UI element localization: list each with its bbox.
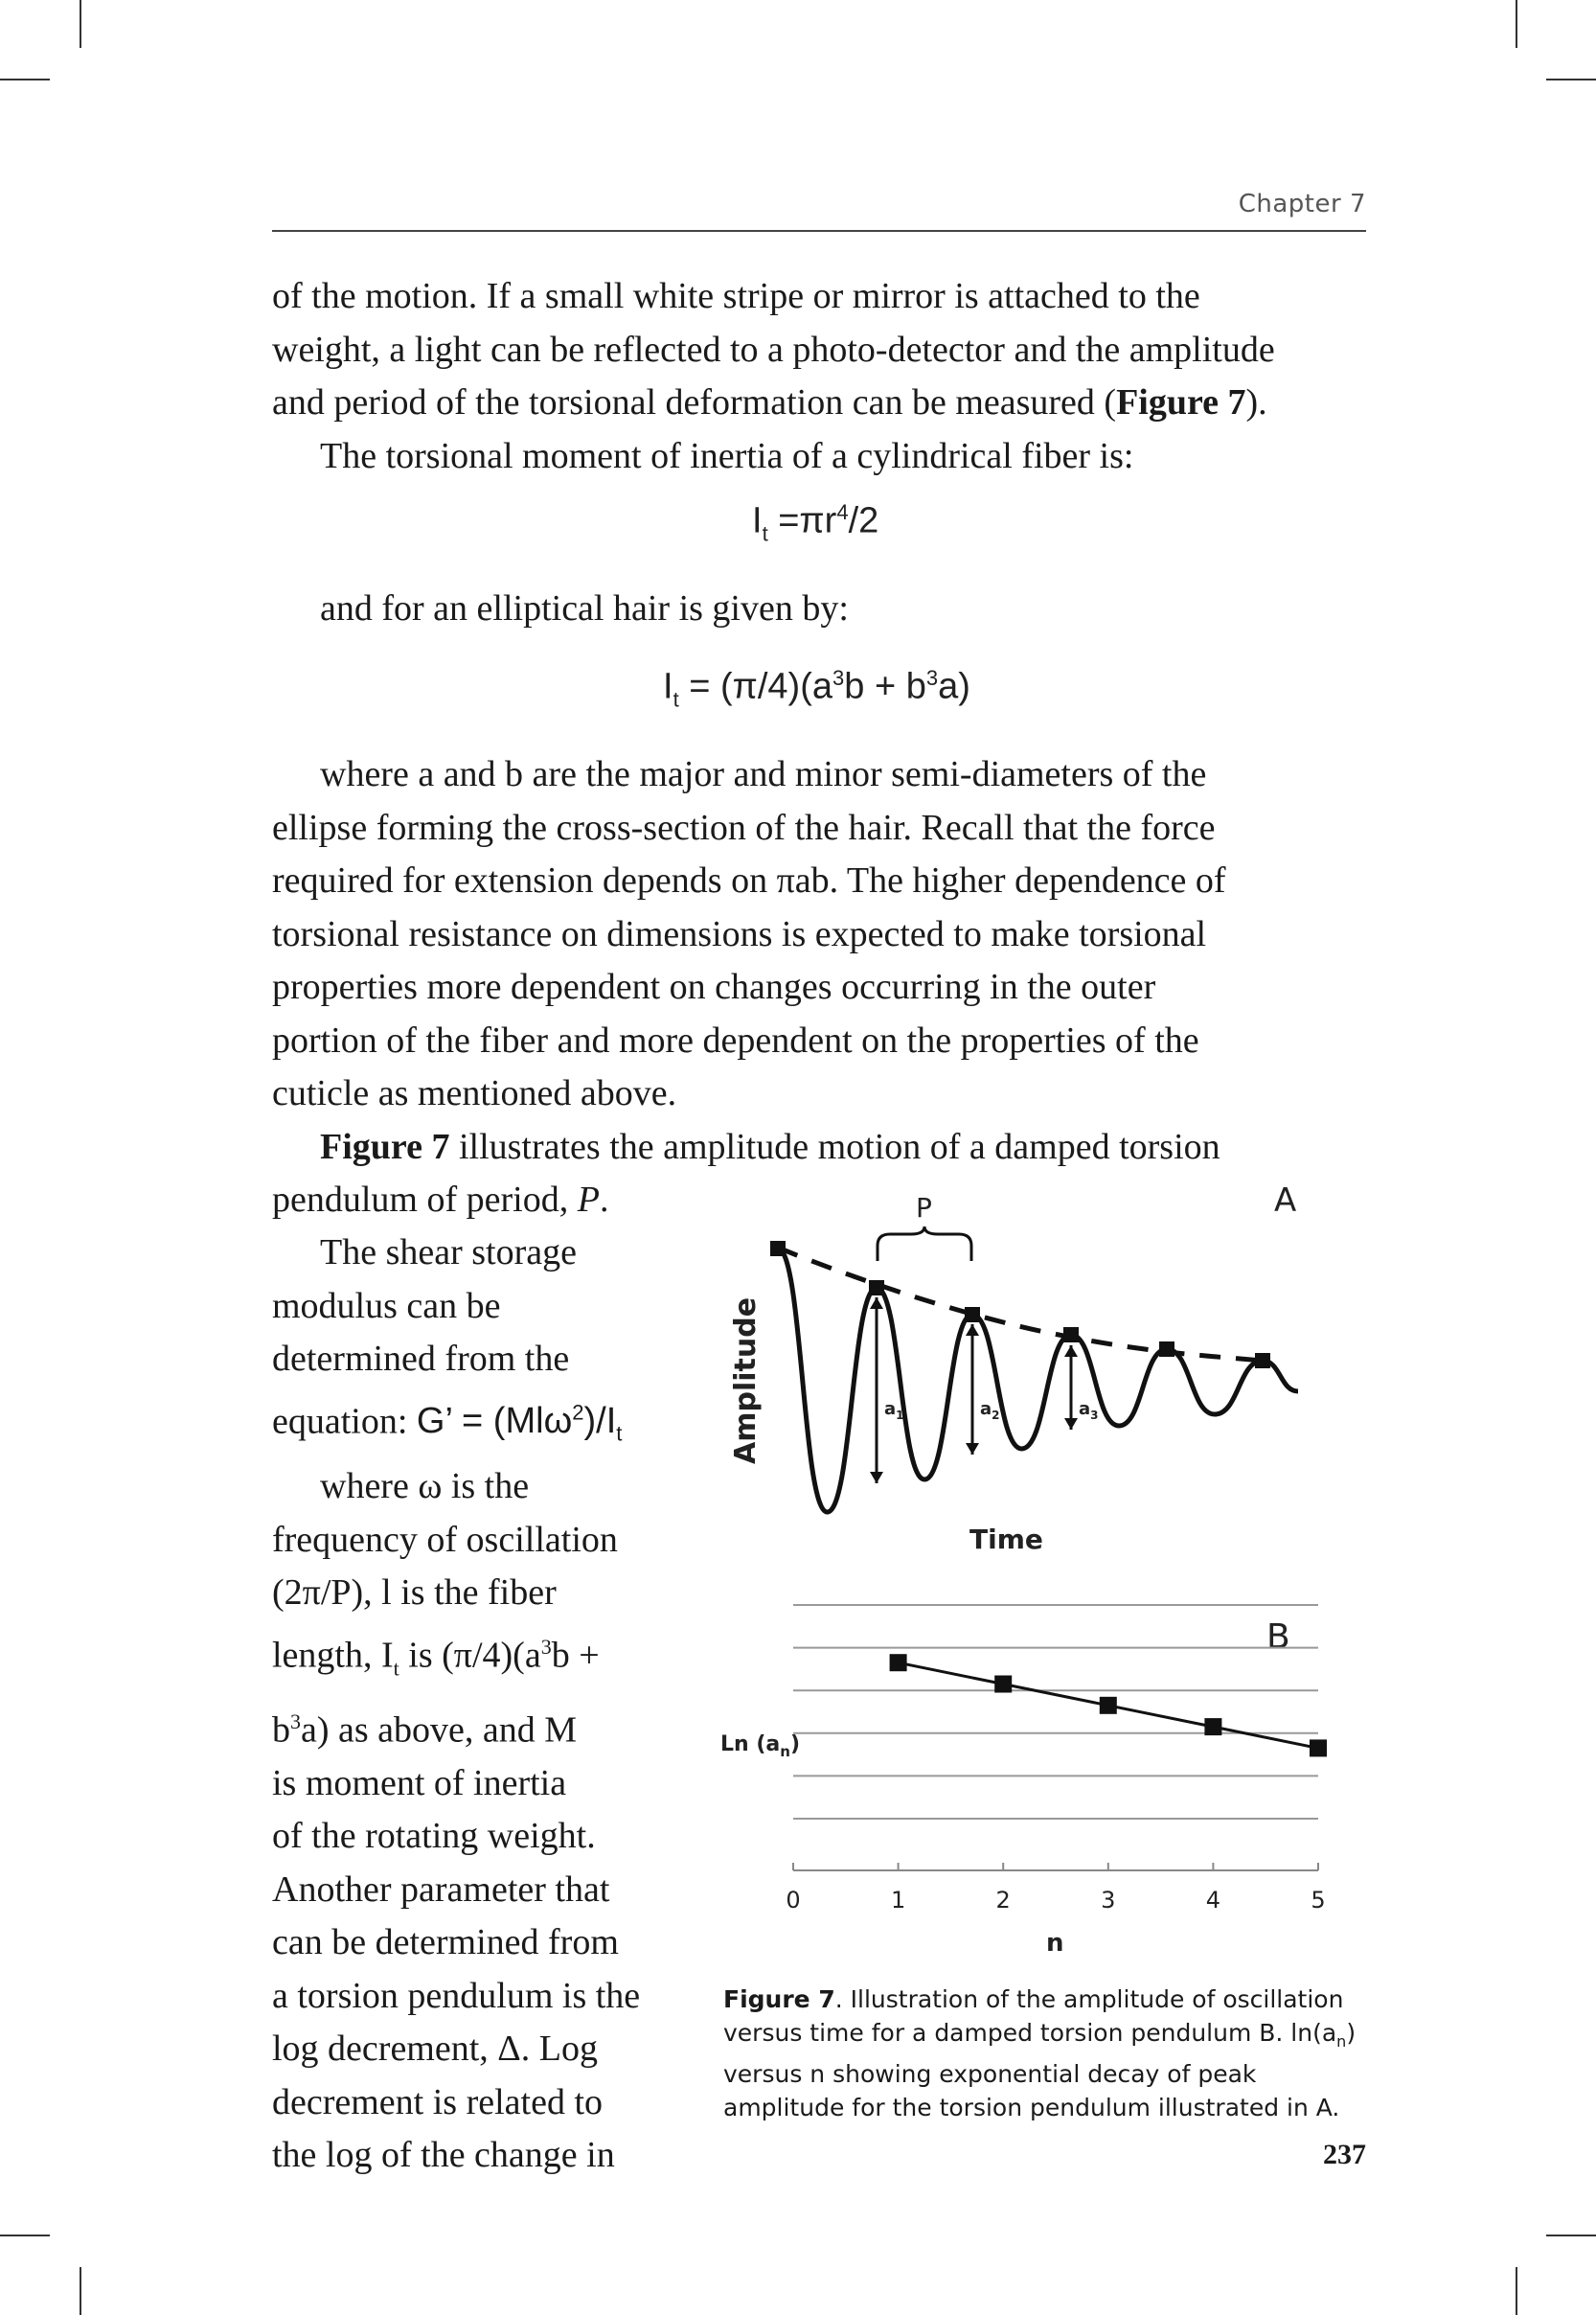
- eq-symbol: I: [752, 500, 763, 541]
- caption-text: . Illustration of the amplitude of oscillation versus time for a damped torsion pendulum B. ln(a: [723, 1985, 1344, 2047]
- page-number: 237: [1323, 2139, 1366, 2170]
- text-line: (2π/P), l is the fiber: [272, 1572, 557, 1614]
- x-tick-label: 4: [1205, 1887, 1221, 1914]
- text-line: where a and b are the major and minor semi-diameters of the: [320, 754, 1207, 794]
- text-run: illustrates the amplitude motion of a damped torsion: [449, 1126, 1220, 1167]
- data-point: [1100, 1697, 1117, 1714]
- arrow-head: [1064, 1418, 1078, 1430]
- text-line: modulus can be: [272, 1285, 501, 1326]
- text-run: ).: [1245, 382, 1267, 423]
- eq-superscript: 4: [836, 500, 849, 524]
- variable: P: [577, 1180, 600, 1220]
- period-bracket: [878, 1226, 971, 1261]
- text-run: pendulum of period,: [272, 1180, 578, 1220]
- x-tick-label: 0: [786, 1887, 801, 1914]
- x-axis: [786, 1863, 1325, 1914]
- text-line: The torsional moment of inertia of a cylindrical fiber is:: [320, 435, 1134, 476]
- data-point: [1204, 1718, 1221, 1735]
- panel-b-label: B: [1266, 1617, 1290, 1657]
- figure-reference: Figure 7: [1116, 382, 1246, 423]
- peak-marker: [1159, 1341, 1174, 1357]
- eq-superscript: 3: [925, 666, 939, 690]
- text-run: b +: [551, 1635, 600, 1676]
- arrow-head: [966, 1324, 979, 1336]
- arrow-head: [1064, 1345, 1078, 1357]
- text-line: decrement is related to: [272, 2081, 604, 2122]
- arrow-head: [870, 1472, 883, 1483]
- panel-b-xlabel: n: [1046, 1929, 1064, 1958]
- panel-a: [729, 1181, 1298, 1555]
- running-header: Chapter 7: [1238, 190, 1366, 218]
- text-line: torsional resistance on dimensions is expected to make torsional: [272, 913, 1207, 954]
- text-line: the log of the change in: [272, 2135, 615, 2176]
- text-line: weight, a light can be reflected to a photo-detector and the amplitude: [272, 329, 1275, 370]
- amplitude-label: $a_2$: [980, 1399, 1000, 1422]
- data-point: [1310, 1739, 1327, 1756]
- text-line: is moment of inertia: [272, 1762, 567, 1803]
- text-line: frequency of oscillation: [272, 1519, 618, 1560]
- eq-part: /2: [848, 500, 879, 541]
- amplitude-label-subscript: 2: [992, 1409, 1000, 1422]
- eq-subscript: t: [762, 521, 768, 546]
- peak-marker: [1255, 1353, 1270, 1368]
- text-line: portion of the fiber and more dependent on the properties of the: [272, 1020, 1199, 1061]
- eq-subscript: t: [673, 687, 679, 712]
- text-line: determined from the: [272, 1339, 570, 1379]
- text-line: log decrement, Δ. Log: [272, 2028, 598, 2070]
- ylabel-close: ): [789, 1732, 800, 1756]
- grid-lines: [793, 1605, 1318, 1819]
- peak-marker: [869, 1280, 884, 1295]
- x-tick-label: 3: [1101, 1887, 1116, 1914]
- arrow-head: [966, 1443, 979, 1455]
- eq-subscript: t: [616, 1421, 623, 1446]
- text-run: b: [272, 1709, 290, 1751]
- text-run: equation:: [272, 1401, 408, 1442]
- text-run: .: [599, 1180, 609, 1220]
- text-line: required for extension depends on πab. The higher dependence of: [272, 860, 1226, 901]
- amplitude-label: $a_3$: [1079, 1399, 1099, 1422]
- superscript: 3: [290, 1708, 301, 1733]
- eq-part: = (π/4)(a: [678, 666, 832, 707]
- amplitude-label-subscript: 3: [1090, 1409, 1099, 1422]
- ylabel-subscript: n: [780, 1743, 790, 1760]
- text-line: and for an elliptical hair is given by:: [320, 588, 849, 629]
- eq-part: )/I: [583, 1401, 617, 1442]
- arrow-head: [870, 1297, 883, 1309]
- text-line: where ω is the: [320, 1466, 530, 1507]
- text-line: properties more dependent on changes occurring in the outer: [272, 967, 1156, 1007]
- caption-subscript: n: [1336, 2031, 1347, 2051]
- peak-marker: [770, 1241, 786, 1256]
- text-run: a) as above, and M: [301, 1709, 578, 1751]
- panel-b: [720, 1605, 1327, 1958]
- text-run: is (π/4)(a: [399, 1635, 541, 1676]
- text-line: The shear storage: [320, 1232, 577, 1272]
- text-run: and period of the torsional deformation can be measured (: [272, 382, 1117, 423]
- eq-part: b + b: [844, 666, 926, 707]
- text-line: of the rotating weight.: [272, 1816, 596, 1857]
- x-tick-label: 1: [890, 1887, 906, 1914]
- text-line: cuticle as mentioned above.: [272, 1073, 677, 1113]
- peak-marker: [965, 1307, 980, 1322]
- caption-text: ) versus n showing exponential decay of peak amplitude for the torsion pendulum illustrated in A.: [723, 2018, 1357, 2121]
- x-tick-label: 2: [995, 1887, 1011, 1914]
- subscript: t: [393, 1656, 399, 1680]
- figure-reference: Figure 7: [320, 1126, 450, 1167]
- amplitude-label: $a_1$: [884, 1399, 904, 1422]
- ylabel-text: Ln (a: [720, 1732, 781, 1756]
- data-series: [890, 1654, 1327, 1756]
- eq-symbol: ω: [543, 1401, 573, 1442]
- text-run: length, I: [272, 1635, 394, 1676]
- figure-caption: [723, 1983, 1384, 2124]
- peak-marker: [1063, 1327, 1079, 1342]
- text-line: a torsion pendulum is the: [272, 1975, 641, 2016]
- text-line: Another parameter that: [272, 1868, 610, 1910]
- superscript: 3: [540, 1634, 552, 1659]
- eq-part: G’ = (Ml: [416, 1401, 544, 1442]
- decay-envelope: [778, 1248, 1263, 1361]
- oscillation-curve: [778, 1249, 1298, 1512]
- amplitude-label-subscript: 1: [896, 1409, 904, 1422]
- text-line: ellipse forming the cross-section of the hair. Recall that the force: [272, 807, 1216, 848]
- caption-figure-ref: Figure 7: [723, 1985, 835, 2013]
- x-tick-label: 5: [1311, 1887, 1326, 1914]
- data-point: [994, 1676, 1012, 1693]
- panel-a-xlabel: Time: [969, 1524, 1043, 1555]
- eq-superscript: 2: [572, 1400, 584, 1425]
- panel-a-ylabel: Amplitude: [729, 1296, 763, 1464]
- text-line: can be determined from: [272, 1922, 619, 1963]
- period-label: P: [916, 1192, 932, 1224]
- panel-b-ylabel: [720, 1732, 800, 1760]
- eq-superscript: 3: [832, 666, 845, 690]
- eq-part: =πr: [767, 500, 837, 541]
- eq-part: a): [938, 666, 970, 707]
- text-line: of the motion. If a small white stripe or mirror is attached to the: [272, 276, 1200, 316]
- eq-symbol: I: [663, 666, 673, 707]
- data-point: [890, 1654, 907, 1671]
- panel-a-label: A: [1274, 1181, 1297, 1220]
- peak-markers: [770, 1241, 1270, 1368]
